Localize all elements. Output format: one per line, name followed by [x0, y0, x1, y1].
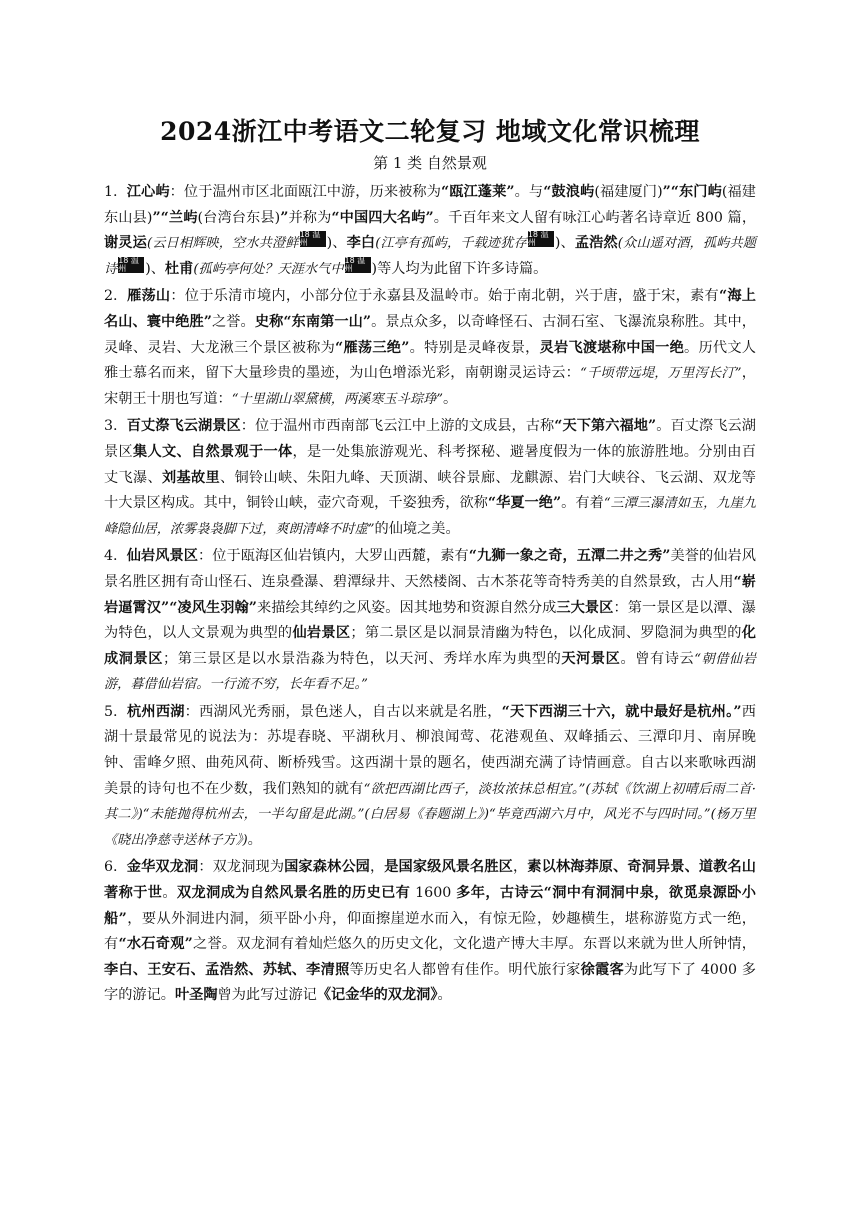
item-number: 5. — [104, 703, 118, 720]
item-heading: 百丈漈飞云湖景区 — [126, 418, 241, 435]
highlight: 李白、王安石、孟浩然、苏轼、李清照 — [104, 961, 350, 978]
text-run: 之誉。双龙洞有着灿烂悠久的历史文化，文化遗产博大丰厚。东晋以来就为世人所钟情， — [192, 936, 756, 953]
text-run: ：双龙洞现为 — [198, 859, 285, 876]
text-run: 。与 — [514, 184, 544, 200]
text-run: ：第一景区是以潭、瀑为特色，以人文景观为典型的 — [104, 599, 756, 642]
poem-quote: “千顷带远堤，万里泻长汀” — [580, 366, 742, 382]
highlight: 国家森林公园 — [284, 859, 370, 876]
text-run: (台湾台东县) — [197, 209, 281, 226]
text-run: 等历史名人都曾有佳作。明代旅行家 — [349, 961, 581, 978]
poet-name: 孟浩然 — [574, 235, 618, 252]
highlight: 刘基故里 — [161, 469, 220, 486]
poem-quote: (江亭有孤屿，千载迹犹存 — [375, 236, 527, 252]
text-run: 。 — [443, 390, 458, 407]
text-run: ：位于温州市区北面瓯江中游，历来被称为 — [169, 184, 441, 200]
text-run: ，要从外洞进内洞，须平卧小舟，仰面擦崖逆水而入，有惊无险，妙趣横生，堪称游览方式一绝，有 — [104, 910, 756, 953]
text-run: 曾为此写过游记 — [217, 987, 317, 1004]
text-run: ， — [512, 859, 528, 876]
poem-quote: (孤屿亭何处？天涯水气中 — [193, 261, 344, 277]
page-title: 2024浙江中考语文二轮复习 地域文化常识梳理 — [160, 117, 700, 146]
item-jiangxinyu — [104, 180, 756, 282]
item-heading: 江心屿 — [126, 184, 170, 200]
watermark-stamp: 18 温州 — [528, 231, 554, 247]
text-run: ，宋朝王十朋也写道： — [104, 365, 756, 407]
document-body — [104, 180, 756, 1011]
highlight: 化成洞景区 — [104, 625, 756, 667]
item-heading: 雁荡山 — [127, 288, 171, 305]
text-run: )等人均为此留下许多诗篇。 — [371, 260, 548, 277]
highlight: 史称“东南第一山” — [254, 313, 372, 330]
highlight: 仙岩景区 — [292, 625, 351, 642]
poem-quote: “朝借仙岩游，暮借仙岩宿。一行流不穷，长年看不足。” — [104, 651, 756, 693]
item-number: 4. — [104, 548, 118, 565]
highlight: ”“兰屿 — [152, 209, 198, 226]
highlight: “雁荡三绝” — [335, 339, 410, 356]
highlight: “天下西湖三十六，就中最好是杭州。” — [501, 703, 742, 720]
poem-quote: (云日相辉映，空水共澄鲜 — [146, 236, 299, 252]
text-run: )、 — [326, 235, 347, 252]
highlight: “水石奇观” — [118, 936, 193, 953]
section-subtitle: 第 1 类 自然景观 — [373, 154, 487, 172]
text-run: 1600 — [410, 885, 457, 902]
text-run: ：位于温州市西南部飞云江中上游的文成县，古称 — [240, 418, 555, 435]
text-run: 并称为 — [288, 209, 332, 226]
item-number: 1. — [104, 184, 118, 200]
poem-quote: “欲把西湖比西子，淡妆浓抹总相宜。”(苏轼《饮湖上初晴后雨二首·其二》)“未能抛得杭州去，一半勾留是此湖。”(白居易《春题湖上》)“毕竟西湖六月中，风光不与四时同。”(杨万里《晓出净慈寺送林子方》) — [104, 781, 756, 848]
watermark-stamp: 18 温州 — [300, 231, 326, 247]
highlight: 集人文、自然景观于一体 — [133, 443, 293, 460]
item-yandangshan — [104, 284, 756, 412]
text-run: ：位于瓯海区仙岩镇内，大罗山西麓，素有 — [197, 548, 469, 565]
highlight: ” — [280, 209, 289, 226]
text-run: 。千百年来文人留有咏江心屿著名诗章近 800 篇， — [433, 209, 757, 226]
text-run: 。曾有诗云 — [620, 650, 695, 667]
highlight: 徐霞客 — [580, 961, 624, 978]
highlight: 是国家级风景名胜区 — [384, 859, 513, 876]
text-run: 。有着 — [561, 495, 604, 512]
highlight: “鼓浪屿 — [543, 184, 595, 200]
highlight: 双龙洞成为自然风景名胜的历史已有 — [176, 885, 411, 902]
text-run: ， — [369, 859, 385, 876]
poet-name: 李白 — [346, 235, 376, 252]
text-run: ；第二景区是以洞景清幽为特色，以化成洞、罗隐洞为典型的 — [350, 625, 742, 642]
poem-quote: “三潭三瀑清如玉，九崖九峰隐仙居，浓雾袅袅脚下过，爽朗清峰不时虚” — [104, 496, 756, 537]
watermark-stamp: 18 温州 — [345, 257, 371, 273]
item-shuanglongdong — [104, 855, 756, 1009]
highlight: “瓯江蓬莱” — [440, 184, 515, 200]
item-heading: 金华双龙洞 — [126, 859, 199, 876]
item-number: 3. — [104, 418, 118, 435]
item-number: 6. — [104, 859, 118, 876]
item-number: 2. — [104, 288, 118, 305]
highlight: 灵岩飞渡堪称中国一绝 — [539, 339, 685, 356]
text-run: 、铜铃山峡、朱阳九峰、天顶湖、峡谷景廊、龙麒源、岩门大峡谷、飞云湖、双龙等十大景区构成。其中，铜铃山峡，壶穴奇观，千姿独秀，欲称 — [104, 469, 756, 512]
text-run: )、 — [145, 260, 165, 277]
highlight: “华夏一绝” — [487, 495, 562, 512]
text-run: ：位于乐清市境内，小部分位于永嘉县及温岭市。始于南北朝，兴于唐，盛于宋，素有 — [170, 288, 719, 305]
highlight: “海上名山、寰中绝胜” — [104, 288, 756, 330]
item-xihu — [104, 700, 756, 854]
poem-quote: (众山遥对酒，孤屿共题诗 — [104, 236, 756, 277]
item-baizhangji — [104, 414, 756, 542]
highlight: “天下第六福地” — [554, 418, 657, 435]
text-run: 美誉的仙岩风景名胜区拥有奇山怪石、连泉叠瀑、碧潭绿井、天然楼阁、古木茶花等奇特秀美的自然景致，古人用 — [104, 548, 756, 590]
highlight: ”“东门屿 — [662, 184, 722, 200]
text-run: (福建东山县) — [104, 184, 756, 226]
text-run: (福建厦门) — [594, 184, 663, 200]
text-run: )、 — [554, 235, 575, 252]
text-run: 。 — [437, 987, 452, 1004]
poet-name: 杜甫 — [164, 260, 194, 277]
highlight: 三大景区 — [556, 599, 614, 616]
text-run: 。特别是灵峰夜景， — [409, 339, 540, 356]
item-heading: 杭州西湖 — [127, 703, 185, 720]
highlight: 天河景区 — [561, 650, 621, 667]
text-run: 。历代文人雅士慕名而来，留下大量珍贵的墨迹，为山色增添光彩，南朝谢灵运诗云： — [104, 339, 756, 382]
text-run: 来描绘其绰约之风姿。因其地势和资源自然分成 — [256, 599, 557, 616]
highlight: “中国四大名屿” — [331, 209, 434, 226]
watermark-stamp: 18 温州 — [118, 257, 144, 273]
text-run: 。 — [247, 831, 262, 848]
item-xianyan — [104, 544, 756, 698]
text-run: 。景点众多，以奇峰怪石、古洞石室、飞瀑流泉称胜。其中，灵峰、灵岩、大龙湫三个景区被称为 — [104, 313, 756, 356]
highlight: 多年，古诗云“洞中有洞洞中泉，欲觅泉源卧小船” — [104, 885, 756, 927]
text-run: 的仙境之美。 — [374, 520, 460, 537]
poet-name: 谢灵运 — [104, 235, 147, 252]
item-heading: 仙岩风景区 — [126, 548, 198, 565]
text-run: ：西湖风光秀丽，景色迷人，自古以来就是名胜， — [184, 703, 502, 720]
text-run: 。 — [162, 885, 177, 902]
highlight: 叶圣陶 — [174, 987, 218, 1004]
highlight: “崭岩逼霄汉”“凌风生羽翰” — [104, 573, 756, 616]
text-run: ；第三景区是以水景浩淼为特色，以天河、秀垟水库为典型的 — [163, 650, 562, 667]
text-run: 西湖十景最常见的说法为：苏堤春晓、平湖秋月、柳浪闻莺、花港观鱼、双峰插云、三潭印月、南屏晚钟、雷峰夕照、曲苑风荷、断桥残雪。这西湖十景的题名，使西湖充满了诗情画意。自古以来歌咏西湖美景的诗句也不在少数，我们熟知的就有 — [104, 703, 756, 797]
highlight: 《记金华的双龙洞》 — [316, 987, 438, 1004]
highlight: 素以林海莽原、奇洞异景、道教名山著称于世 — [104, 859, 756, 902]
text-run: ，是一处集旅游观光、科考探秘、避暑度假为一体的旅游胜地。分别由百丈飞瀑、 — [104, 443, 756, 486]
poem-quote: “十里湖山翠黛横，两溪寒玉斗琮琤” — [231, 391, 443, 407]
text-run: 之誉。 — [211, 313, 255, 330]
text-run: 。百丈漈飞云湖景区 — [104, 418, 756, 460]
text-run: 为此写下了 4000 多字的游记。 — [104, 961, 756, 1004]
highlight: “九狮一象之奇，五潭二井之秀” — [468, 548, 671, 565]
